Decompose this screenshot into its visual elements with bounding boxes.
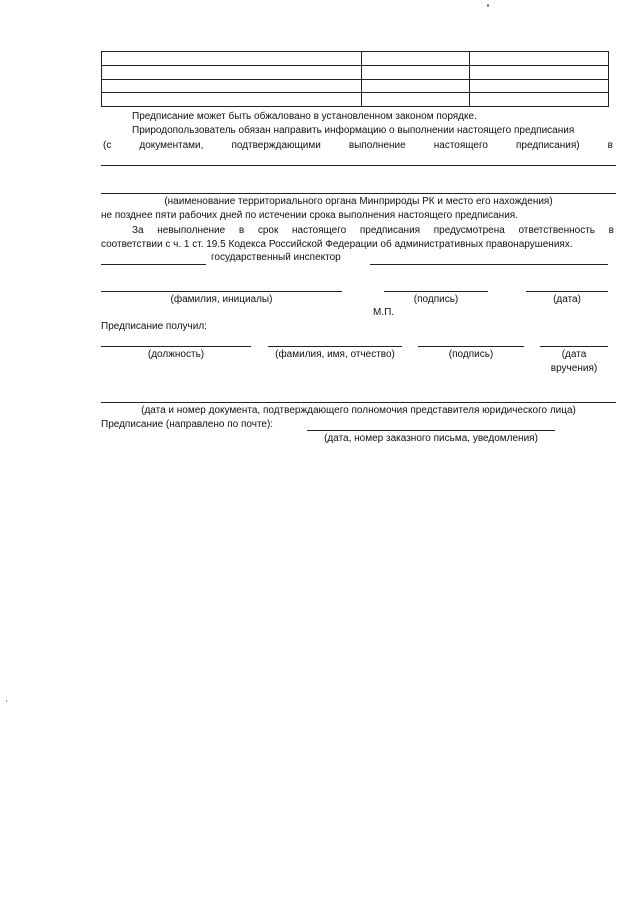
duty-word: выполнение [348,140,406,151]
recipient-signature-caption: (подпись) [448,349,494,360]
recipient-signature-line [418,346,524,347]
liability-word: предписания [359,225,421,236]
inspector-name-line [101,291,342,292]
liability-word: предусмотрена [433,225,505,236]
duty-word: (с [103,140,112,151]
liability-word: ответственность [518,225,596,236]
duty-word: подтверждающими [231,140,321,151]
inspector-name-caption: (фамилия, инициалы) [170,294,273,305]
duty-text-line1: Природопользователь обязан направить информацию о выполнении настоящего предписания [132,125,575,136]
duty-word: предписания) [516,140,580,151]
mailed-fill-line [307,430,555,431]
inspector-label: государственный инспектор [211,252,341,263]
authority-fill-line [101,402,616,403]
inspector-signature-line [384,291,488,292]
inspector-date-caption: (дата) [553,294,581,305]
liability-word: невыполнение [157,225,226,236]
inspector-signature-caption: (подпись) [413,294,459,305]
duty-word: документами, [139,140,204,151]
table-fragment [0,0,640,110]
org-caption: (наименование территориального органа Минприроды РК и место его нахождения) [164,196,553,207]
duty-word: в [607,140,613,151]
seal-mark: М.П. [373,307,395,318]
liability-word: в [608,225,614,236]
org-fill-line-2 [101,193,616,194]
scan-speck [487,4,489,7]
recipient-fullname-caption: (фамилия, имя, отчество) [275,349,395,360]
duty-word: настоящего [433,140,488,151]
org-fill-line-1 [101,165,616,166]
liability-word: в [238,225,245,236]
duty-text-line2 [103,140,613,152]
recipient-date-caption-line1: (дата [561,349,587,360]
liability-text-line1 [132,225,614,237]
liability-text-line2: соответствии с ч. 1 ст. 19.5 Кодекса Российской Федерации об административных правонарушениях. [101,239,573,250]
liability-word: За [132,225,144,236]
inspector-extra-line [370,264,608,265]
inspector-date-line [526,291,608,292]
authority-caption: (дата и номер документа, подтверждающего полномочия представителя юридического лица) [141,405,576,416]
inspector-rank-line [101,264,206,265]
recipient-date-caption-line2: вручения) [550,363,598,374]
liability-word: срок [257,225,279,236]
recipient-position-caption: (должность) [147,349,205,360]
deadline-text: не позднее пяти рабочих дней по истечении срока выполнения настоящего предписания. [101,210,518,221]
recipient-date-line [540,346,608,347]
mailed-label: Предписание (направлено по почте): [101,419,274,430]
scan-speck [6,700,7,702]
recipient-fullname-line [268,346,402,347]
recipient-position-line [101,346,251,347]
mailed-caption: (дата, номер заказного письма, уведомления) [324,433,538,444]
appeal-text: Предписание может быть обжаловано в установленном законом порядке. [132,111,477,122]
received-label: Предписание получил: [101,321,207,332]
liability-word: настоящего [291,225,347,236]
